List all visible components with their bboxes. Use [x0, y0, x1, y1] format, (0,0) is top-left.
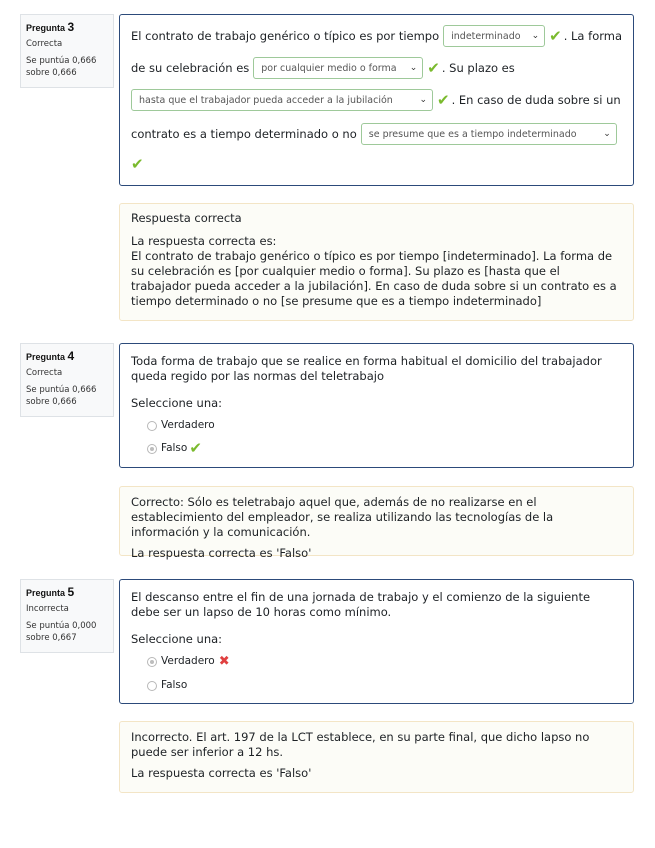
check-icon: ✔ [189, 439, 202, 457]
feedback-4 [119, 486, 634, 560]
select-value: se presume que es a tiempo indeterminado [368, 128, 577, 140]
question-number-value: 4 [67, 349, 75, 363]
question-line [131, 121, 622, 147]
question-number-value: 5 [67, 585, 75, 599]
answer-select-3[interactable] [131, 89, 433, 111]
radio-button[interactable] [147, 421, 157, 431]
option-label: Verdadero [161, 419, 215, 431]
check-icon: ✔ [549, 26, 562, 45]
radio-button[interactable] [147, 657, 157, 667]
question-text: . En caso de duda sobre si un [451, 92, 621, 107]
question-state: Correcta [26, 39, 63, 49]
question-formulation-4 [119, 343, 634, 468]
question-label: Pregunta [26, 352, 66, 362]
question-text: El descanso entre el fin de una jornada de trabajo y el comienzo de la siguiente debe ser un lapso de 10 horas como mínimo. [131, 590, 591, 619]
question-text: de su celebración es [131, 60, 250, 75]
select-value: indeterminado [451, 30, 521, 42]
right-answer: La respuesta correcta es 'Falso' [131, 546, 312, 560]
answer-select-4[interactable] [361, 123, 617, 145]
question-line [131, 23, 622, 49]
question-line [131, 87, 622, 113]
select-value: por cualquier medio o forma [261, 62, 397, 74]
chevron-down-icon: ⌄ [409, 62, 418, 73]
question-info-3 [20, 14, 114, 88]
question-number [26, 586, 108, 599]
select-prompt: Seleccione una: [131, 396, 223, 410]
question-state: Correcta [26, 368, 63, 378]
right-answer: La respuesta correcta es 'Falso' [131, 766, 312, 780]
question-grade: Se puntúa 0,666 sobre 0,666 [26, 385, 97, 407]
feedback-5 [119, 721, 634, 793]
question-text: Toda forma de trabajo que se realice en forma habitual el domicilio del trabajador queda regido por las normas del teletrabajo [131, 354, 602, 383]
question-text: . Su plazo es [441, 60, 515, 75]
question-text: contrato es a tiempo determinado o no [131, 126, 357, 141]
answer-select-1[interactable] [443, 25, 545, 47]
feedback-text: Incorrecto. El art. 197 de la LCT establece, en su parte final, que dicho lapso no puede ser inferior a 12 hs. [131, 730, 590, 759]
feedback-title: Respuesta correcta [131, 211, 242, 225]
question-grade: Se puntúa 0,000 sobre 0,667 [26, 621, 97, 643]
question-info-4 [20, 343, 114, 417]
question-number-value: 3 [67, 20, 75, 34]
question-line [131, 55, 622, 81]
option-verdadero[interactable] [147, 654, 622, 669]
feedback-lead: La respuesta correcta es: [131, 234, 277, 248]
option-falso[interactable] [147, 441, 622, 456]
question-grade: Se puntúa 0,666 sobre 0,666 [26, 56, 97, 78]
question-line [131, 153, 622, 175]
chevron-down-icon: ⌄ [419, 94, 427, 105]
feedback-3 [119, 203, 634, 321]
question-text: . La forma [563, 28, 622, 43]
question-label: Pregunta [26, 588, 66, 598]
question-number [26, 21, 108, 34]
question-info-5 [20, 579, 114, 653]
option-falso[interactable] [147, 678, 622, 693]
question-text: El contrato de trabajo genérico o típico es por tiempo [131, 28, 440, 43]
select-value: hasta que el trabajador pueda acceder a la jubilación [139, 94, 393, 106]
option-verdadero[interactable] [147, 418, 622, 433]
answer-select-2[interactable] [253, 57, 423, 79]
question-formulation-3 [119, 14, 634, 186]
option-label: Falso [161, 679, 188, 691]
chevron-down-icon: ⌄ [603, 128, 611, 139]
check-icon: ✔ [437, 90, 450, 109]
option-label: Falso [161, 442, 188, 454]
question-state: Incorrecta [26, 604, 69, 614]
check-icon: ✔ [131, 154, 144, 173]
feedback-text: El contrato de trabajo genérico o típico es por tiempo [indeterminado]. La forma de su celebración es [por cualquier medio o forma]. Su plazo es [hasta que el trabajador pueda acceder a la jubilación]. En caso de duda sobre si un contrato es a tiempo determinado o no [se presume que es a tiempo indeterminado] [131, 249, 617, 308]
radio-button[interactable] [147, 681, 157, 691]
check-icon: ✔ [427, 58, 440, 77]
feedback-text: Correcto: Sólo es teletrabajo aquel que, además de no realizarse en el establecimiento del empleador, se realiza utilizando las tecnologías de la información y la comunicación. [131, 495, 554, 539]
select-prompt: Seleccione una: [131, 632, 223, 646]
cross-icon: ✖ [218, 654, 230, 669]
question-number [26, 350, 108, 363]
question-formulation-5 [119, 579, 634, 704]
option-label: Verdadero [161, 655, 215, 667]
chevron-down-icon: ⌄ [531, 30, 540, 41]
question-label: Pregunta [26, 23, 66, 33]
radio-button[interactable] [147, 444, 157, 454]
